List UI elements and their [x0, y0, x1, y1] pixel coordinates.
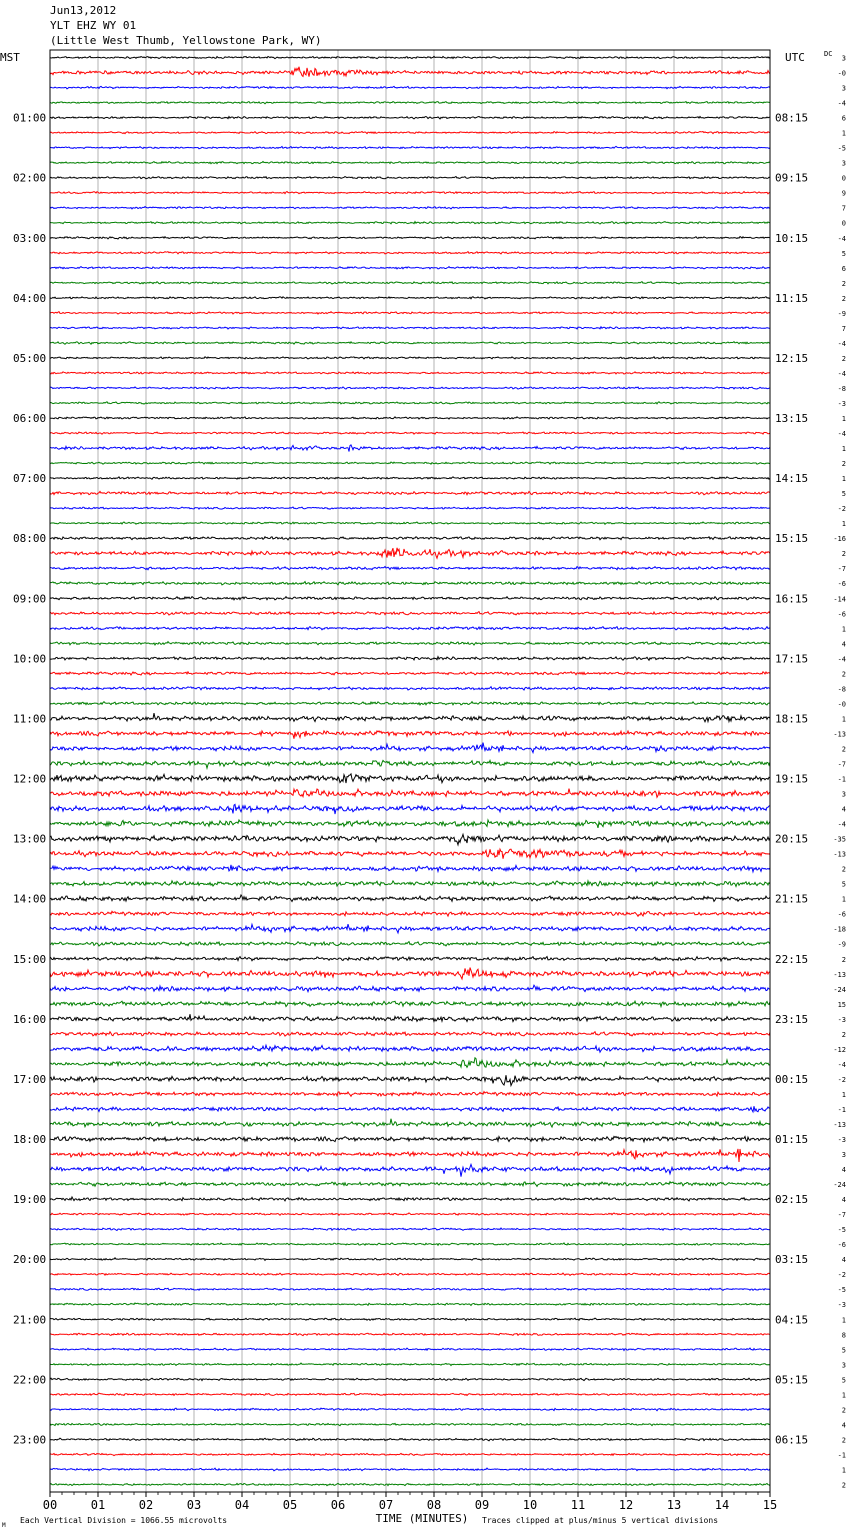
trace-row	[50, 327, 770, 329]
dc-offset-label: -2	[837, 1075, 846, 1084]
x-tick-label: 09	[474, 1498, 490, 1512]
right-hour-label: 09:15	[775, 171, 809, 185]
trace-row	[50, 1423, 770, 1425]
dc-offset-label: -6	[837, 610, 846, 619]
trace-row	[50, 849, 770, 859]
right-hour-label: 17:15	[775, 652, 809, 666]
trace-row	[50, 117, 770, 119]
trace-row	[50, 911, 770, 916]
right-hour-label: 14:15	[775, 472, 809, 486]
dc-offset-column	[833, 55, 846, 1490]
x-tick-label: 15	[762, 1498, 778, 1512]
trace-row	[50, 1164, 770, 1176]
trace-row	[50, 162, 770, 164]
trace-row	[50, 342, 770, 345]
dc-offset-label: -13	[833, 970, 846, 979]
dc-offset-label: 1	[841, 895, 846, 904]
left-timezone-label: MST	[0, 51, 20, 64]
dc-column-header: DC	[824, 50, 833, 58]
dc-offset-label: 1	[841, 475, 846, 484]
trace-row	[50, 372, 770, 374]
dc-offset-label: -6	[837, 910, 846, 919]
left-hour-label: 04:00	[13, 291, 47, 305]
dc-offset-label: -8	[837, 384, 846, 393]
x-tick-label: 13	[666, 1498, 682, 1512]
right-hour-label: 22:15	[775, 952, 809, 966]
dc-offset-label: -4	[837, 234, 846, 243]
right-hour-label: 11:15	[775, 291, 809, 305]
dc-offset-label: -0	[837, 700, 846, 709]
trace-row	[50, 597, 770, 600]
dc-offset-label: 1	[841, 715, 846, 724]
left-hour-label: 09:00	[13, 592, 47, 606]
dc-offset-label: 1	[841, 445, 846, 454]
plot-border	[50, 50, 770, 1492]
dc-offset-label: 3	[841, 1361, 846, 1370]
trace-row	[50, 462, 770, 464]
dc-offset-label: 4	[841, 1421, 846, 1430]
left-hour-label: 19:00	[13, 1193, 47, 1207]
trace-row	[50, 282, 770, 284]
dc-offset-label: -12	[833, 1045, 846, 1054]
trace-row	[50, 491, 770, 494]
trace-row	[50, 146, 770, 148]
trace-row	[50, 1408, 770, 1411]
dc-offset-label: -9	[837, 309, 846, 318]
trace-row	[50, 67, 770, 77]
left-hour-label: 16:00	[13, 1012, 47, 1026]
dc-offset-label: -16	[833, 535, 846, 544]
trace-row	[50, 387, 770, 389]
trace-row	[50, 968, 770, 979]
dc-offset-label: 2	[841, 1436, 846, 1445]
dc-offset-label: -7	[837, 565, 846, 574]
dc-offset-label: 2	[841, 1030, 846, 1039]
left-hour-label: 18:00	[13, 1133, 47, 1147]
dc-offset-label: -0	[837, 69, 846, 78]
trace-row	[50, 477, 770, 479]
dc-offset-label: -4	[837, 369, 846, 378]
right-hour-label: 20:15	[775, 832, 809, 846]
x-tick-label: 02	[138, 1498, 154, 1512]
trace-row	[50, 507, 770, 509]
dc-offset-label: 7	[841, 204, 846, 213]
x-tick-label: 10	[522, 1498, 538, 1512]
right-hour-label: 21:15	[775, 892, 809, 906]
trace-row	[50, 1378, 770, 1380]
trace-row	[50, 417, 770, 419]
trace-row	[50, 1243, 770, 1246]
trace-row	[50, 192, 770, 194]
x-axis-title: TIME (MINUTES)	[375, 1512, 469, 1525]
dc-offset-label: -35	[833, 835, 846, 844]
right-hour-label: 18:15	[775, 712, 809, 726]
trace-row	[50, 1348, 770, 1351]
dc-offset-label: 2	[841, 745, 846, 754]
right-hour-label: 16:15	[775, 592, 809, 606]
trace-row	[50, 672, 770, 675]
trace-row	[50, 582, 770, 585]
trace-row	[50, 985, 770, 992]
left-hour-label: 10:00	[13, 652, 47, 666]
dc-offset-label: -5	[837, 1286, 846, 1295]
dc-offset-label: 2	[841, 294, 846, 303]
dc-offset-label: 6	[841, 264, 846, 273]
left-hour-label: 15:00	[13, 952, 47, 966]
trace-row	[50, 834, 770, 844]
right-time-axis	[775, 112, 808, 1447]
plot-frame	[50, 50, 770, 1492]
dc-offset-label: 0	[841, 219, 846, 228]
trace-row	[50, 627, 770, 630]
dc-offset-label: 4	[841, 1196, 846, 1205]
trace-row	[50, 865, 770, 872]
left-hour-label: 17:00	[13, 1072, 47, 1086]
dc-offset-label: 1	[841, 1391, 846, 1400]
dc-offset-label: 2	[841, 955, 846, 964]
right-timezone-label: UTC	[785, 51, 805, 64]
dc-offset-label: 15	[837, 1000, 846, 1009]
dc-offset-label: -1	[837, 775, 846, 784]
dc-offset-label: 8	[841, 1331, 846, 1340]
trace-row	[50, 760, 770, 768]
trace-row	[50, 924, 770, 933]
trace-row	[50, 774, 770, 783]
dc-offset-label: -4	[837, 1060, 846, 1069]
trace-row	[50, 1288, 770, 1290]
date-label: Jun13,2012	[50, 4, 117, 17]
right-hour-label: 10:15	[775, 231, 809, 245]
dc-offset-label: 1	[841, 129, 846, 138]
dc-offset-label: 2	[841, 1406, 846, 1415]
dc-offset-label: -13	[833, 1120, 846, 1129]
location-label: (Little West Thumb, Yellowstone Park, WY)	[50, 34, 322, 47]
dc-offset-label: -13	[833, 730, 846, 739]
dc-offset-label: 1	[841, 415, 846, 424]
dc-offset-label: -13	[833, 850, 846, 859]
trace-row	[50, 1106, 770, 1112]
left-hour-label: 21:00	[13, 1313, 47, 1327]
left-hour-label: 03:00	[13, 231, 47, 245]
x-tick-label: 05	[282, 1498, 298, 1512]
dc-offset-label: 3	[841, 1151, 846, 1160]
left-hour-label: 05:00	[13, 351, 47, 365]
trace-row	[50, 804, 770, 814]
x-tick-label: 03	[186, 1498, 202, 1512]
dc-offset-label: 4	[841, 805, 846, 814]
right-hour-label: 03:15	[775, 1253, 809, 1267]
dc-offset-label: -1	[837, 1451, 846, 1460]
x-tick-label: 00	[42, 1498, 58, 1512]
dc-offset-label: 5	[841, 880, 846, 889]
trace-row	[50, 1483, 770, 1485]
dc-offset-label: -7	[837, 760, 846, 769]
dc-offset-label: -2	[837, 1271, 846, 1280]
x-tick-label: 11	[570, 1498, 586, 1512]
dc-offset-label: 1	[841, 1466, 846, 1475]
dc-offset-label: -14	[833, 595, 846, 604]
right-hour-label: 19:15	[775, 772, 809, 786]
trace-row	[50, 1136, 770, 1141]
trace-row	[50, 312, 770, 314]
trace-row	[50, 1197, 770, 1201]
dc-offset-label: -6	[837, 580, 846, 589]
trace-row	[50, 1092, 770, 1097]
dc-offset-label: 2	[841, 670, 846, 679]
left-hour-label: 14:00	[13, 892, 47, 906]
dc-offset-label: -5	[837, 144, 846, 153]
trace-row	[50, 1438, 770, 1441]
dc-offset-label: 2	[841, 279, 846, 288]
trace-row	[50, 1075, 770, 1085]
dc-offset-label: -7	[837, 1211, 846, 1220]
left-time-axis	[13, 112, 46, 1447]
station-label: YLT EHZ WY 01	[50, 19, 137, 32]
left-hour-label: 08:00	[13, 532, 47, 546]
trace-row	[50, 743, 770, 753]
dc-offset-label: 1	[841, 1316, 846, 1325]
trace-row	[50, 445, 770, 452]
left-hour-label: 12:00	[13, 772, 47, 786]
dc-offset-label: -2	[837, 505, 846, 514]
trace-row	[50, 1318, 770, 1320]
trace-row	[50, 942, 770, 946]
trace-row	[50, 1393, 770, 1395]
dc-offset-label: 2	[841, 460, 846, 469]
trace-row	[50, 207, 770, 209]
left-hour-label: 20:00	[13, 1253, 47, 1267]
trace-row	[50, 1119, 770, 1127]
trace-row	[50, 881, 770, 887]
trace-row	[50, 1333, 770, 1335]
trace-row	[50, 567, 770, 570]
scale-note: Each Vertical Division = 1066.55 microvolts	[20, 1516, 228, 1525]
trace-row	[50, 1058, 770, 1068]
dc-offset-label: 5	[841, 1346, 846, 1355]
dc-offset-label: 3	[841, 790, 846, 799]
trace-row	[50, 1468, 770, 1471]
dc-offset-label: -4	[837, 655, 846, 664]
left-hour-label: 11:00	[13, 712, 47, 726]
trace-row	[50, 1453, 770, 1455]
dc-offset-label: -1	[837, 1105, 846, 1114]
right-hour-label: 05:15	[775, 1373, 809, 1387]
trace-row	[50, 237, 770, 239]
trace-row	[50, 56, 770, 58]
trace-row	[50, 522, 770, 524]
trace-row	[50, 789, 770, 798]
trace-row	[50, 432, 770, 434]
right-hour-label: 23:15	[775, 1012, 809, 1026]
trace-row	[50, 252, 770, 254]
dc-offset-label: -3	[837, 399, 846, 408]
dc-offset-label: 5	[841, 1376, 846, 1385]
trace-row	[50, 357, 770, 359]
dc-offset-label: -4	[837, 99, 846, 108]
left-hour-label: 23:00	[13, 1433, 47, 1447]
minute-grid	[98, 50, 722, 1492]
right-hour-label: 01:15	[775, 1133, 809, 1147]
dc-offset-label: -3	[837, 1136, 846, 1145]
trace-row	[50, 402, 770, 404]
dc-offset-label: 1	[841, 625, 846, 634]
x-tick-label: 06	[330, 1498, 346, 1512]
right-hour-label: 02:15	[775, 1193, 809, 1207]
right-hour-label: 13:15	[775, 412, 809, 426]
dc-offset-label: 2	[841, 550, 846, 559]
trace-row	[50, 957, 770, 961]
trace-row	[50, 177, 770, 179]
left-hour-label: 13:00	[13, 832, 47, 846]
dc-offset-label: 1	[841, 520, 846, 529]
corner-mark: M	[2, 1522, 6, 1529]
trace-row	[50, 1014, 770, 1021]
dc-offset-label: 3	[841, 84, 846, 93]
dc-offset-label: 3	[841, 159, 846, 168]
left-hour-label: 01:00	[13, 111, 47, 125]
dc-offset-label: -8	[837, 685, 846, 694]
trace-row	[50, 86, 770, 88]
trace-row	[50, 267, 770, 269]
trace-row	[50, 657, 770, 661]
trace-row	[50, 222, 770, 224]
dc-offset-label: -5	[837, 1226, 846, 1235]
trace-row	[50, 102, 770, 104]
dc-offset-label: 4	[841, 1166, 846, 1175]
trace-row	[50, 895, 770, 902]
trace-row	[50, 642, 770, 645]
dc-offset-label: -6	[837, 1241, 846, 1250]
right-hour-label: 12:15	[775, 351, 809, 365]
right-hour-label: 06:15	[775, 1433, 809, 1447]
x-tick-label: 14	[714, 1498, 730, 1512]
trace-row	[50, 612, 770, 615]
dc-offset-label: 5	[841, 249, 846, 258]
dc-offset-label: -24	[833, 985, 846, 994]
x-tick-label: 01	[90, 1498, 106, 1512]
x-axis	[43, 1492, 777, 1512]
dc-offset-label: 2	[841, 865, 846, 874]
dc-offset-label: 0	[841, 174, 846, 183]
dc-offset-label: -4	[837, 339, 846, 348]
right-hour-label: 15:15	[775, 532, 809, 546]
dc-offset-label: 6	[841, 114, 846, 123]
trace-row	[50, 702, 770, 705]
dc-offset-label: -18	[833, 925, 846, 934]
dc-offset-label: -3	[837, 1301, 846, 1310]
trace-row	[50, 1182, 770, 1187]
dc-offset-label: -4	[837, 820, 846, 829]
dc-offset-label: 2	[841, 1481, 846, 1490]
trace-row	[50, 1228, 770, 1231]
trace-row	[50, 1045, 770, 1052]
dc-offset-label: 5	[841, 490, 846, 499]
dc-offset-label: 1	[841, 1090, 846, 1099]
trace-rows	[50, 56, 770, 1485]
dc-offset-label: -9	[837, 940, 846, 949]
trace-row	[50, 1213, 770, 1215]
trace-row	[50, 548, 770, 558]
trace-row	[50, 297, 770, 299]
left-hour-label: 02:00	[13, 171, 47, 185]
trace-row	[50, 820, 770, 828]
dc-offset-label: -4	[837, 430, 846, 439]
trace-row	[50, 1273, 770, 1275]
trace-row	[50, 132, 770, 134]
x-tick-label: 12	[618, 1498, 634, 1512]
trace-row	[50, 1149, 770, 1162]
trace-row	[50, 1363, 770, 1366]
dc-offset-label: 3	[841, 54, 846, 63]
trace-row	[50, 1303, 770, 1306]
trace-row	[50, 1032, 770, 1036]
clip-note: Traces clipped at plus/minus 5 vertical divisions	[482, 1516, 719, 1525]
right-hour-label: 00:15	[775, 1072, 809, 1086]
x-tick-label: 08	[426, 1498, 442, 1512]
dc-offset-label: 4	[841, 640, 846, 649]
x-tick-label: 07	[378, 1498, 394, 1512]
dc-offset-label: 4	[841, 1256, 846, 1265]
left-hour-label: 22:00	[13, 1373, 47, 1387]
right-hour-label: 04:15	[775, 1313, 809, 1327]
dc-offset-label: 9	[841, 189, 846, 198]
trace-row	[50, 1001, 770, 1006]
dc-offset-label: -3	[837, 1015, 846, 1024]
trace-row	[50, 537, 770, 540]
trace-row	[50, 687, 770, 690]
dc-offset-label: -24	[833, 1181, 846, 1190]
trace-row	[50, 713, 770, 722]
trace-row	[50, 731, 770, 739]
dc-offset-label: 2	[841, 354, 846, 363]
right-hour-label: 08:15	[775, 111, 809, 125]
left-hour-label: 06:00	[13, 412, 47, 426]
dc-offset-label: 7	[841, 324, 846, 333]
left-hour-label: 07:00	[13, 472, 47, 486]
trace-row	[50, 1258, 770, 1261]
x-tick-label: 04	[234, 1498, 250, 1512]
